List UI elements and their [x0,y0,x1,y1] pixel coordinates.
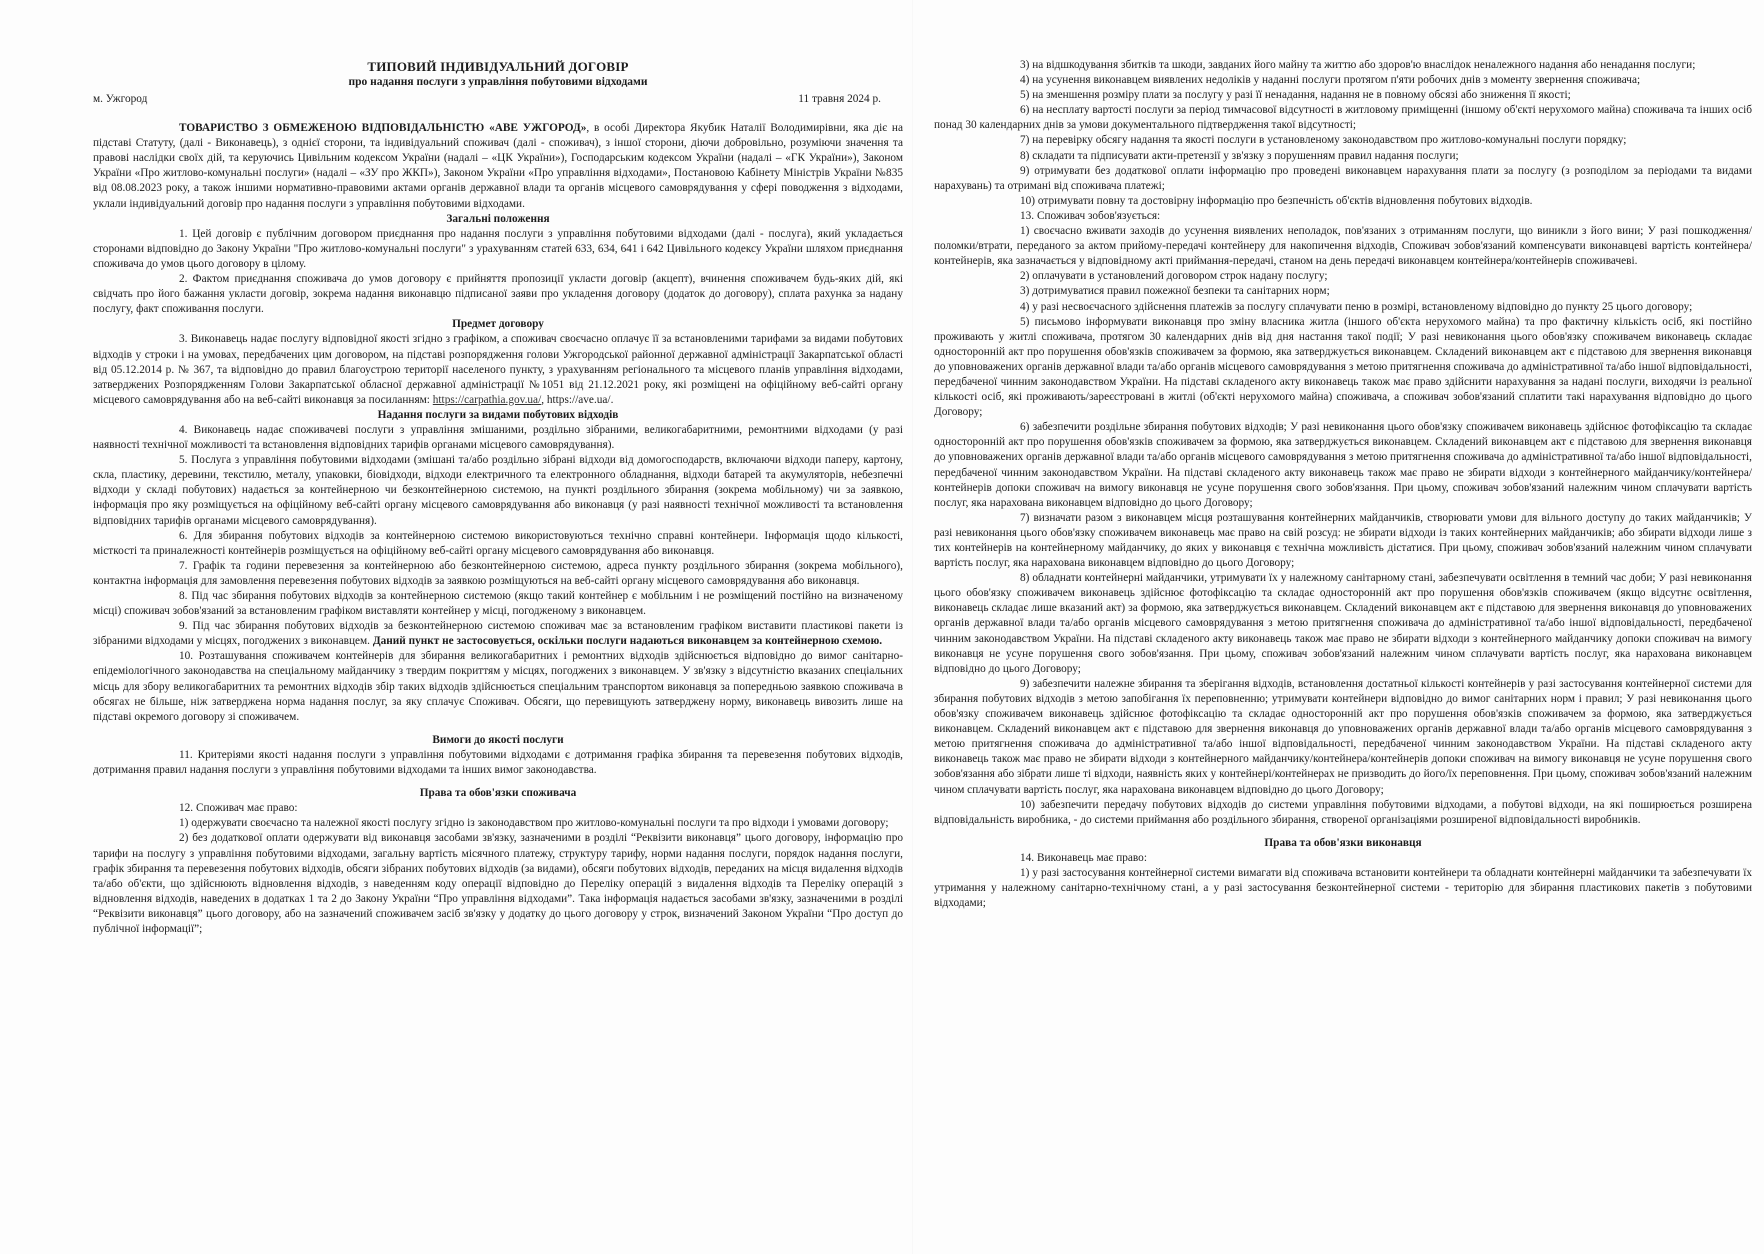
clause-12-3: 3) на відшкодування збитків та шкоди, завданих його майну та життю або здоров'ю внаслідок неналежного надання або ненадання послуги; [1020,59,1696,71]
clause-13-1: 1) своєчасно вживати заходів до усунення виявлених неполадок, пов'язаних з отриманням послуги, що виникли з його вини; У разі пошкодження/поломки/втрати, переданого за актом прийому-передачі контейнеру для накопичення відходів, Споживач зобов'язаний компенсувати виконавцеві вартість контейнера/контейнерів, яка зазначається у відповідному акті приймання-передачі, станом на день передачі виконавцем контейнера/контейнерів споживачеві. [934,225,1752,268]
clause-5: 5. Послуга з управління побутовими відходами (змішані та/або роздільно зібрані відходи від домогосподарств, включаючи відходи паперу, картону, скла, пластику, деревини, текстилю, металу, упаковки, біовідходи, відходи електричного та електронного обладнання, відходи батарей та акумуляторів, небезпечні відходи у складі побутових) надається за контейнерною чи безконтейнерною системою, на пункті роздільного збирання (зокрема мобільному) чи за заявкою, інформація про яку розміщується на офіційному веб-сайті органу місцевого самоврядування або виконавця (у разі наявності технічної можливості та встановлення відповідних тарифів органами місцевого самоврядування). [93,454,903,527]
clause-12-6: 6) на несплату вартості послуги за період тимчасової відсутності в житловому приміщенні (іншому об'єкті нерухомого майна) споживача та інших осіб понад 30 календарних днів за умови документального підтвердження такої відсутності; [934,104,1752,132]
heading-subject: Предмет договору [452,318,544,331]
clause-12-1: 1) одержувати своєчасно та належної якості послугу згідно із законодавством про житлово-комунальні послуги та про відходи і умовами договору; [179,817,889,830]
clause-12-10: 10) отримувати повну та достовірну інформацію про безпечність об'єктів відновлення побутових відходів. [1020,194,1533,207]
clause-14: 14. Виконавець має право: [1020,851,1147,864]
clause-12-5: 5) на зменшення розміру плати за послугу у разі її ненадання, надання не в повному обсязі або зниження її якості; [1020,89,1571,102]
heading-general-provisions: Загальні положення [446,212,550,225]
clause-9-note: Даний пункт не застосовується, оскільки послуги надаються виконавцем за контейнерною схемою. [372,635,883,648]
clause-12-9: 9) отримувати без додаткової оплати інформацію про проведені виконавцем нарахування плати за послугу (з розподілом за періодами та видами нарахувань) та отримані від споживача платежі; [934,164,1752,192]
left-page [93,58,903,937]
clause-3-text: 3. Виконавець надає послугу відповідної якості згідно з графіком, а споживач своєчасно оплачує її за встановленими тарифами за видами побутових відходів у строки і на умовах, передбачених цим договором, на підставі розпорядження голови Ужгородської районної державної адміністрації Закарпатської області від 05.12.2014 р. № 367, та відповідно до правил благоустрою території населеного пункту, з урахуванням регіонального та місцевого планів управління відходами, затверджених Розпорядженням Голови Закарпатської обласної державної адміністрації №1051 від 21.12.2021 року, які розміщені на офіційному веб-сайті органу місцевого самоврядування або на веб-сайті виконавця за посиланням: [93,333,903,406]
clause-9 [93,619,903,649]
clause-13-4: 4) у разі несвоєчасного здійснення платежів за послугу сплачувати пеню в розмірі, встановленому відповідно до пункту 25 цього договору; [1020,300,1693,313]
clause-12-2: 2) без додаткової оплати одержувати від виконавця засобами зв'язку, зазначеними в розділі “Реквізити виконавця” цього договору, інформацію про тарифи на послугу з управління побутовими відходами, загальну вартість місячного платежу, структуру тарифу, норми надання послуги, порядок надання послуги, графік збирання та перевезення побутових відходів, обсяги зібраних побутових відходів (за видами), обсяги побутових відходів, переданих на місця видалення відходів та/або об'єкти, що здійснюють відновлення відходів, з наведенням коду операції відповідно до Переліку операцій з видалення відходів та Переліку операцій з відновлення відходів, наведених в додатках 1 та 2 до Закону України “Про управління відходами”. Така інформація надається засобами зв'язку, зазначеними в розділі “Реквізити виконавця” цього договору, або на зазначений споживачем засіб зв'язку у додатку до цього договору у строк, визначений Законом України “Про доступ до публічної інформації”; [93,832,903,935]
clause-12-4: 4) на усунення виконавцем виявлених недоліків у наданні послуги протягом п'яти робочих днів з моменту звернення споживача; [1020,74,1641,87]
clause-1: 1. Цей договір є публічним договором приєднання про надання послуги з управління побутовими відходами (далі - послуга), який укладається сторонами відповідно до Закону України "Про житлово-комунальні послуги" з урахуванням статей 633, 634, 641 і 642 Цивільного кодексу України шляхом приєднання споживача до умов цього договору в цілому. [93,227,903,270]
city: м. Ужгород [93,93,148,105]
clause-12-7: 7) на перевірку обсягу надання та якості послуги в установленому законодавством про житлово-комунальні послуги порядку; [1020,134,1627,147]
clause-13-2: 2) оплачувати в установлений договором строк надану послугу; [1020,270,1328,283]
clause-12-8: 8) складати та підписувати акти-претензії у зв'язку з порушенням правил надання послуги; [1020,149,1459,162]
preamble [93,121,903,212]
heading-service-types: Надання послуги за видами побутових відходів [377,408,619,421]
clause-13-3: 3) дотримуватися правил пожежної безпеки та санітарних норм; [1020,285,1330,298]
page-divider [912,0,913,1254]
link-ave[interactable]: https://ave.ua/ [546,393,611,406]
clause-4: 4. Виконавець надає споживачеві послуги з управління змішаними, роздільно зібраними, великогабаритними, ремонтними відходами (у разі наявності технічної можливості та встановлення відповідних тарифів органами місцевого самоврядування). [93,423,903,452]
place-date-line [93,92,903,107]
right-page [934,58,1752,911]
link-separator: , [541,393,547,406]
clause-13-9: 9) забезпечити належне збирання та зберігання відходів, встановлення достатньої кількості контейнерів у разі застосування контейнерної системи для збирання побутових відходів з метою запобігання їх переповненню; утримувати контейнери відповідно до вимог санітарних норм і правил; У разі невиконання цього обов'язку споживачем виконавець здійснює фотофіксацію та складає односторонній акт про порушення обов'язків споживачем за формою, яка затверджується виконавцем. Складений виконавцем акт є підставою для звернення виконавця до уповноважених органів державної влади та/або органів місцевого самоврядування з метою притягнення споживача до адміністративної та/або іншої відповідальності, передбаченої чинним законодавством України. На підставі складеного акту виконавець також має право не збирати відходи з контейнерного майданчику/контейнера/контейнерів допоки споживач на вимогу виконавця не усуне порушення свого зобов'язання або зібрати лише ті відходи, наявність яких у контейнері/контейнерах не призводить до його/їх переповнення. При цьому, споживач зобов'язаний належним чином сплачувати вартість послуг, яка нарахована виконавцем відповідно до цього Договору; [934,677,1752,796]
clause-14-1: 1) у разі застосування контейнерної системи вимагати від споживача встановити контейнери та обладнати контейнерні майданчики та забезпечувати їх утримання у належному санітарно-технічному стані, а у разі застосування безконтейнерної системи - територію для збирання пластикових пакетів з побутовими відходами; [934,866,1752,910]
clause-8: 8. Під час збирання побутових відходів за контейнерною системою (якщо такий контейнер є мобільним і не розміщений постійно на визначеному місці) споживач зобов'язаний за встановленим графіком виставляти контейнер у місці, погодженому з виконавцем. [93,590,903,618]
clause-12: 12. Споживач має право: [179,802,298,815]
clause-13-6: 6) забезпечити роздільне збирання побутових відходів; У разі невиконання цього обов'язку споживачем виконавець здійснює фотофіксацію та складає односторонній акт про порушення обов'язків споживачем за формою, яка затверджується виконавцем. Складений виконавцем акт є підставою для звернення виконавця до уповноважених органів державної влади та/або органів місцевого самоврядування з метою притягнення споживача до адміністративної та/або іншої відповідальності, передбаченої чинним законодавством України. На підставі складеного акту виконавець також має право не збирати відходи з контейнерного майданчику/контейнера/контейнерів допоки споживач на вимогу виконавця не усуне порушення свого зобов'язання. При цьому, споживач зобов'язаний належним чином сплачувати вартість послуг, яка нарахована виконавцем відповідно до цього Договору; [934,421,1752,509]
contract-date: 11 травня 2024 р. [798,93,881,105]
heading-consumer-rights: Права та обов'язки споживача [419,787,577,800]
clause-13-7: 7) визначати разом з виконавцем місця розташування контейнерних майданчиків, створювати умови для вільного доступу до таких майданчиків; У разі невиконання цього обов'язку споживачем виконавець має право на свій розсуд: не збирати відходи із таких контейнерних майданчиків; або збирати відходи лише з тих контейнерів на контейнерному майданчику, до яких у виконавця є технічна можливість дістатися. При цьому, споживач зобов'язаний належним чином сплачувати вартість послуг, яка нарахована виконавцем відповідно до цього Договору; [934,511,1752,570]
heading-executor-rights: Права та обов'язки виконавця [1264,836,1422,849]
clause-6: 6. Для збирання побутових відходів за контейнерною системою використовуються технічно справні контейнери. Інформація щодо кількості, місткості та приналежності контейнерів розміщується на офіційному веб-сайті органу місцевого самоврядування або виконавця. [93,529,903,557]
clause-3 [93,332,903,407]
preamble-text: , в особі Директора Якубик Наталії Володимирівни, яка діє на підставі Статуту, (далі - Виконавець), з однієї сторони, та індивідуальний споживач (далі - споживач), з іншої сторони, діючи добровільно, розуміючи значення та правові наслідки своїх дій, та керуючись Цивільним кодексом України (надалі – «ЦК України»), Господарським кодексом України (надалі – «ГК України»), Законом України «Про житлово-комунальні послуги» (надалі – «ЗУ про ЖКП»), Законом України «Про управління відходами», Постановою Кабінету Міністрів України №835 від 08.08.2023 року, а також іншими нормативно-правовими актами органів державної влади та органів місцевого самоврядування у сфері поводження з відходами, уклали індивідуальний договір про надання послуги з управління побутовими відходами. [93,122,903,210]
clause-13-8: 8) обладнати контейнерні майданчики, утримувати їх у належному санітарному стані, забезпечувати освітлення в темний час доби; У разі невиконання цього обов'язку споживачем виконавець здійснює фотофіксацію та складає односторонній акт про порушення обов'язків споживачем (якщо відсутнє освітлення, виконавець складає лише вказаний акт) за формою, яка затверджується виконавцем. Складений виконавцем акт є підставою для звернення виконавця до уповноважених органів державної влади та/або органів місцевого самоврядування з метою притягнення споживача до адміністративної та/або іншої відповідальності, передбаченої чинним законодавством України. На підставі складеного акту виконавець також має право не збирати відходи з контейнерного майданчику допоки споживач на вимогу виконавця не усуне порушення свого зобов'язання. При цьому, споживач зобов'язаний належним чином сплачувати вартість послуг, яка нарахована виконавцем відповідно до цього Договору; [934,572,1752,675]
clause-13-5: 5) письмово інформувати виконавця про зміну власника житла (іншого об'єкта нерухомого майна) та про фактичну кількість осіб, які постійно проживають у житлі споживача, протягом 30 календарних днів від дня настання такої події; У разі невиконання цього обов'язку споживачем виконавець складає односторонній акт про порушення обов'язків споживачем за формою, яка затверджується виконавцем. Складений виконавцем акт є підставою для звернення виконавця до уповноважених органів державної влади та/або органів місцевого самоврядування з метою притягнення споживача до адміністративної та/або іншої відповідальності, передбаченої чинним законодавством України. На підставі складеного акту виконавець також має право здійснити нарахування за надані послуги, виходячи із реальної кількості осіб, які проживають/зареєстровані в житлі (об'єкті нерухомого майна) споживача, а споживач зобов'язаний сплатити такі нарахування відповідно до цього Договору; [934,315,1752,419]
document-subtitle: про надання послуги з управління побутовими відходами [348,76,648,88]
clause-10: 10. Розташування споживачем контейнерів для збирання великогабаритних і ремонтних відходів здійснюється відповідно до вимог санітарно-епідеміологічного законодавства на спеціальному майданчику з твердим покриттям у місцях, погоджених з виконавцем. У зв'язку з відсутністю вказаних спеціальних місць для збору великогабаритних та ремонтних відходів збір таких відходів здійснюється спеціальним транспортом виконавця за попередньою заявкою споживача в обсягах не більше, ніж затверджена норма надання послуг, за яку сплачує Споживач. Обсяги, що перевищують затверджену норму, виконавець вивозить лише на підставі окремого договору зі споживачем. [93,650,903,723]
clause-13: 13. Споживач зобов'язується: [1020,209,1161,222]
heading-quality: Вимоги до якості послуги [432,733,564,746]
link-carpathia[interactable]: https://carpathia.gov.ua/ [432,393,542,406]
clause-11: 11. Критеріями якості надання послуги з управління побутовими відходами є дотримання графіка збирання та перевезення побутових відходів, дотримання правил надання послуги з управління побутовими відходами та інших вимог законодавства. [93,748,903,777]
clause-3-end: . [610,393,614,406]
clause-9-text: 9. Під час збирання побутових відходів за безконтейнерною системою споживач має за встановленим графіком виставити пластикові пакети із зібраними відходами у місцях, погоджених з виконавцем. [93,620,903,648]
clause-7: 7. Графік та години перевезення за контейнерною або безконтейнерною системою, адреса пункту роздільного збирання (зокрема мобільного), контактна інформація для замовлення перевезення побутових відходів за заявкою розміщуються на веб-сайті органу місцевого самоврядування або виконавця. [93,559,903,587]
clause-2: 2. Фактом приєднання споживача до умов договору є прийняття пропозиції укласти договір (акцепт), вчинення споживачем будь-яких дій, які свідчать про його бажання укласти договір, зокрема надання виконавцю підписаної заяви про укладення договору (додаток до договору), сплата рахунка за надану послугу, факт споживання послуги. [93,273,903,316]
company-name: ТОВАРИСТВО З ОБМЕЖЕНОЮ ВІДПОВІДАЛЬНІСТЮ «АВЕ УЖГОРОД» [179,122,587,135]
clause-13-10: 10) забезпечити передачу побутових відходів до системи управління побутовими відходами, а побутові відходи, на які поширюється розширена відповідальність виробника, - до системи приймання або роздільного збирання, створеної організаціями розширеної відповідальності виробників. [934,798,1752,826]
document-title: ТИПОВИЙ ІНДИВІДУАЛЬНИЙ ДОГОВІР [367,59,629,74]
